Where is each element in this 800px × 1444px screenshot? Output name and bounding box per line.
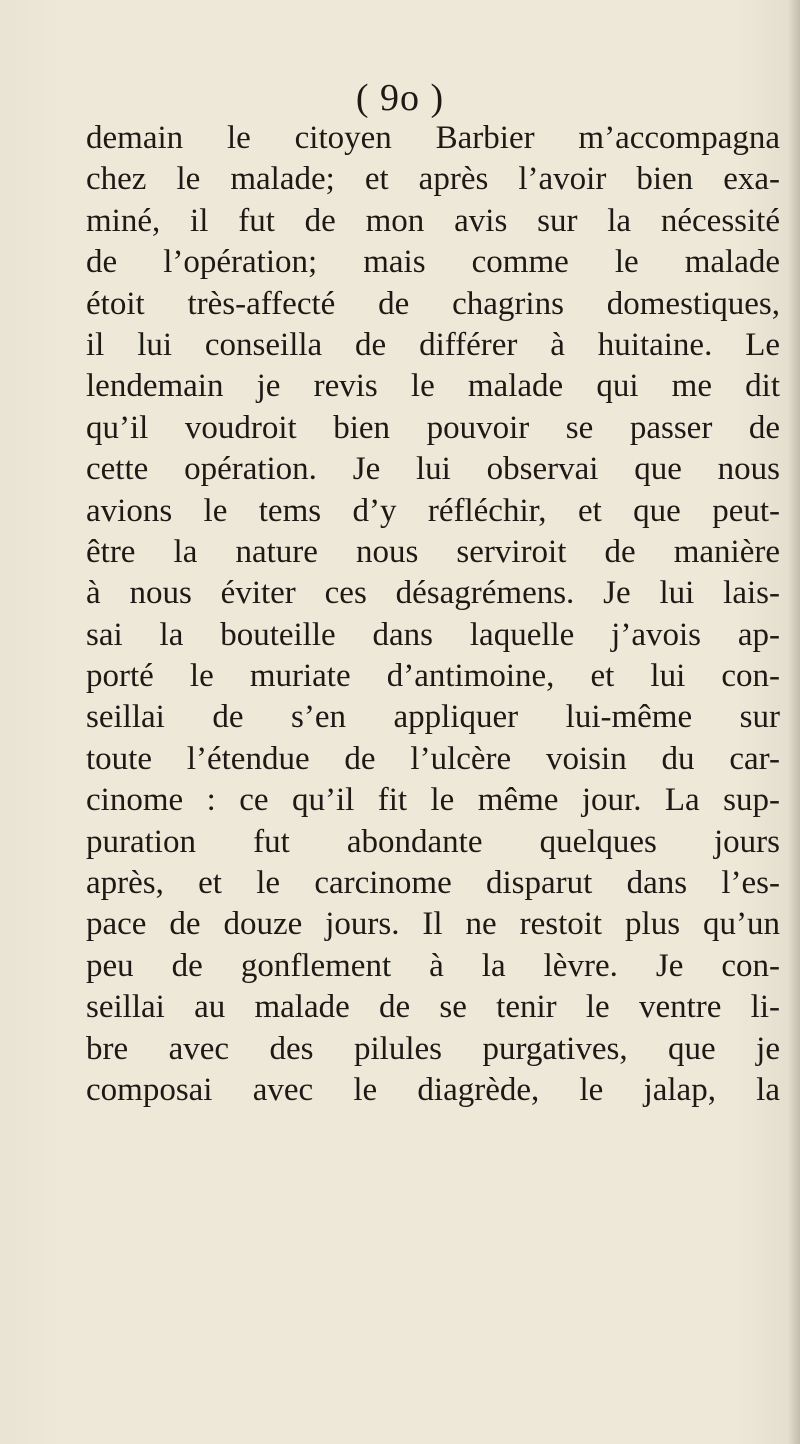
- text-line: après, et le carcinome disparut dans l’es-: [86, 865, 780, 902]
- text-line: seillai au malade de se tenir le ventre li-: [86, 989, 780, 1026]
- page-number: ( 9o ): [355, 77, 445, 119]
- text-line: de l’opération; mais comme le malade: [86, 244, 780, 281]
- text-line: peu de gonflement à la lèvre. Je con-: [86, 947, 780, 984]
- text-line: qu’il voudroit bien pouvoir se passer de: [86, 409, 780, 446]
- text-line: seillai de s’en appliquer lui-même sur: [86, 699, 780, 736]
- text-line: être la nature nous serviroit de manière: [86, 533, 780, 570]
- text-line: composai avec le diagrède, le jalap, la: [86, 1071, 780, 1108]
- text-line: bre avec des pilules purgatives, que je: [86, 1030, 780, 1067]
- text-line: miné, il fut de mon avis sur la nécessité: [86, 202, 780, 239]
- body-text: [86, 118, 780, 1111]
- text-line: sai la bouteille dans laquelle j’avois ap-: [86, 616, 780, 653]
- text-line: chez le malade; et après l’avoir bien exa-: [86, 161, 780, 198]
- text-line: porté le muriate d’antimoine, et lui con-: [86, 658, 780, 695]
- text-line: à nous éviter ces désagrémens. Je lui lais-: [86, 575, 780, 612]
- text-line: toute l’étendue de l’ulcère voisin du car-: [86, 740, 780, 777]
- text-line: lendemain je revis le malade qui me dit: [86, 368, 780, 405]
- text-line: avions le tems d’y réfléchir, et que peut-: [86, 492, 780, 529]
- text-line: cette opération. Je lui observai que nous: [86, 451, 780, 488]
- text-line: étoit très-affecté de chagrins domestiques,: [86, 285, 780, 322]
- text-line: cinome : ce qu’il fit le même jour. La sup-: [86, 782, 780, 819]
- text-line: il lui conseilla de différer à huitaine. Le: [86, 326, 780, 363]
- text-line: puration fut abondante quelques jours: [86, 823, 780, 860]
- text-line: demain le citoyen Barbier m’accompagna: [86, 120, 780, 156]
- text-line: pace de douze jours. Il ne restoit plus qu’un: [86, 906, 780, 943]
- page-edge-shadow: [788, 0, 800, 1444]
